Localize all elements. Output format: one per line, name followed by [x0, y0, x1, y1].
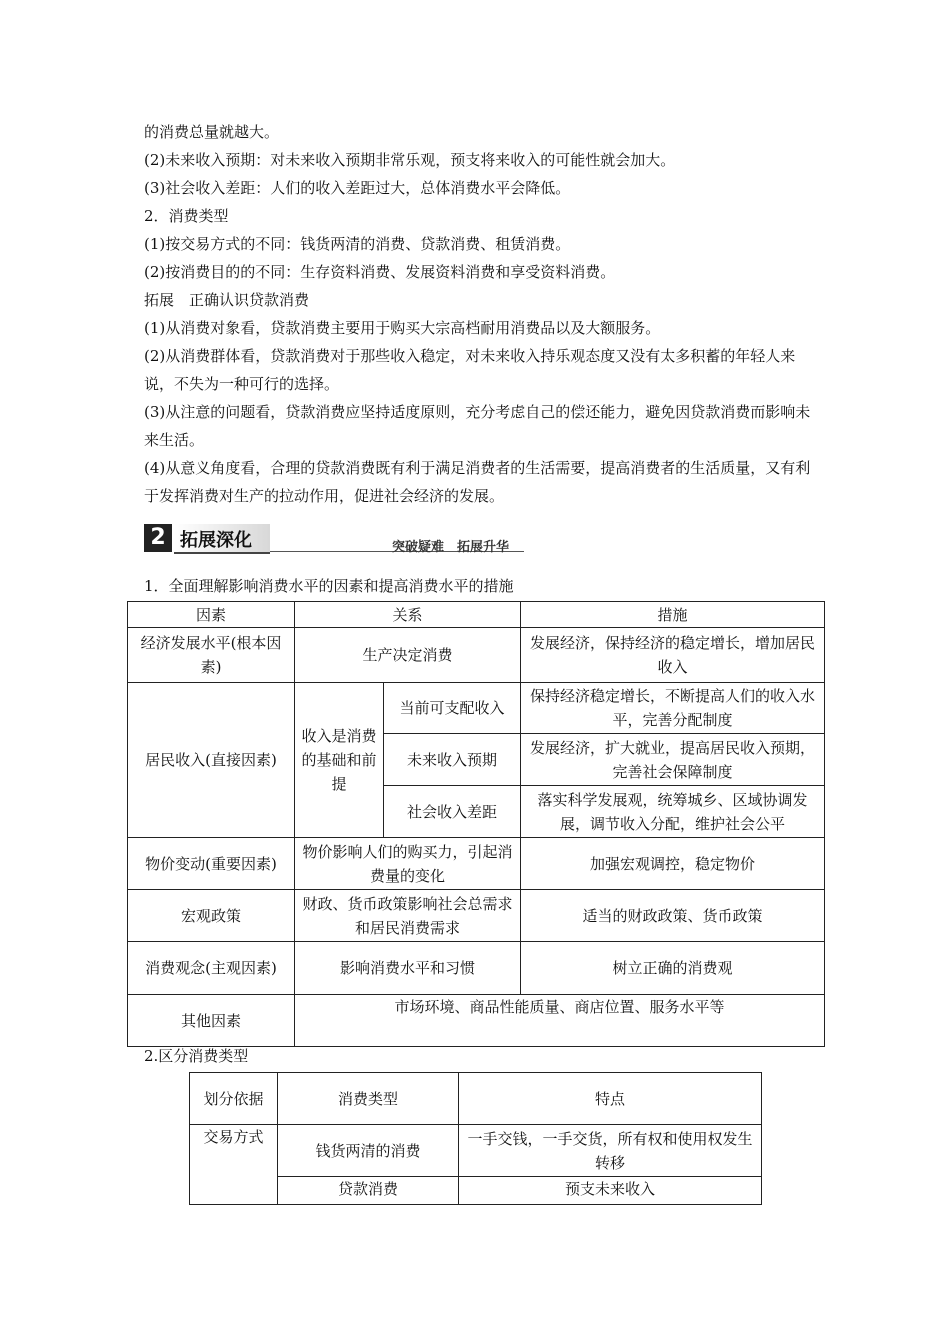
table-cell: 钱货两清的消费 — [278, 1125, 459, 1177]
section-subtitle: 突破疑难 拓展升华 — [392, 540, 510, 555]
table-cell: 宏观政策 — [128, 890, 295, 942]
table-header: 因素 — [128, 602, 295, 628]
table-cell: 发展经济，扩大就业，提高居民收入预期，完善社会保障制度 — [521, 734, 825, 786]
table-row — [190, 1125, 762, 1177]
table-cell: 加强宏观调控，稳定物价 — [521, 838, 825, 890]
table-cell: 预支未来收入 — [459, 1177, 762, 1205]
table-cell: 社会收入差距 — [384, 786, 521, 838]
section-number: 2 — [144, 524, 172, 552]
table-cell: 财政、货币政策影响社会总需求和居民消费需求 — [295, 890, 521, 942]
table-cell: 适当的财政政策、货币政策 — [521, 890, 825, 942]
section-title: 拓展深化 — [180, 530, 252, 551]
table-header: 措施 — [521, 602, 825, 628]
table-cell: 树立正确的消费观 — [521, 942, 825, 995]
table-row — [128, 995, 825, 1047]
table-cell: 发展经济，保持经济的稳定增长，增加居民收入 — [521, 628, 825, 683]
table-cell: 影响消费水平和习惯 — [295, 942, 521, 995]
paragraph-loan-caution: (3)从注意的问题看，贷款消费应坚持适度原则，充分考虑自己的偿还能力，避免因贷款消费而影响未来生活。 — [144, 403, 811, 449]
section-header — [144, 524, 524, 554]
table-cell: 其他因素 — [128, 995, 295, 1047]
paragraph-transaction-types: (1)按交易方式的不同：钱货两清的消费、贷款消费、租赁消费。 — [144, 235, 571, 253]
table-cell: 一手交钱，一手交货，所有权和使用权发生转移 — [459, 1125, 762, 1177]
table-cell: 市场环境、商品性能质量、商店位置、服务水平等 — [295, 995, 825, 1047]
table-cell: 落实科学发展观，统筹城乡、区域协调发展，调节收入分配，维护社会公平 — [521, 786, 825, 838]
table-cell: 当前可支配收入 — [384, 683, 521, 734]
table-header-row — [128, 602, 825, 628]
consumption-types-table — [189, 1072, 762, 1205]
table1-caption: 1．全面理解影响消费水平的因素和提高消费水平的措施 — [144, 577, 514, 595]
table-row — [128, 838, 825, 890]
table-cell: 消费观念(主观因素) — [128, 942, 295, 995]
paragraph-loan-group: (2)从消费群体看，贷款消费对于那些收入稳定，对未来收入持乐观态度又没有太多积蓄的年轻人来说，不失为一种可行的选择。 — [144, 347, 796, 393]
table-header-row — [190, 1073, 762, 1125]
table-header: 关系 — [295, 602, 521, 628]
paragraph-consumption-total: 的消费总量就越大。 — [144, 123, 280, 141]
table-header: 划分依据 — [190, 1073, 278, 1125]
table-cell: 未来收入预期 — [384, 734, 521, 786]
table-row — [128, 683, 825, 734]
table-row — [128, 628, 825, 683]
heading-consumption-types: 2．消费类型 — [144, 207, 229, 225]
table-cell: 生产决定消费 — [295, 628, 521, 683]
table-row — [128, 942, 825, 995]
table-header: 消费类型 — [278, 1073, 459, 1125]
table2-caption: 2.区分消费类型 — [144, 1047, 249, 1065]
heading-loan-consumption: 拓展 正确认识贷款消费 — [144, 291, 310, 309]
paragraph-future-income: (2)未来收入预期：对未来收入预期非常乐观，预支将来收入的可能性就会加大。 — [144, 151, 676, 169]
table-header: 特点 — [459, 1073, 762, 1125]
table-cell: 物价影响人们的购买力，引起消费量的变化 — [295, 838, 521, 890]
table-row — [128, 890, 825, 942]
paragraph-purpose-types: (2)按消费目的的不同：生存资料消费、发展资料消费和享受资料消费。 — [144, 263, 616, 281]
paragraph-income-gap: (3)社会收入差距：人们的收入差距过大，总体消费水平会降低。 — [144, 179, 571, 197]
table-cell: 贷款消费 — [278, 1177, 459, 1205]
table-cell: 收入是消费的基础和前提 — [295, 683, 384, 838]
table-cell: 保持经济稳定增长，不断提高人们的收入水平，完善分配制度 — [521, 683, 825, 734]
factors-table — [127, 601, 825, 1047]
paragraph-loan-meaning: (4)从意义角度看，合理的贷款消费既有利于满足消费者的生活需要，提高消费者的生活质量，又有利于发挥消费对生产的拉动作用，促进社会经济的发展。 — [144, 459, 811, 505]
table-cell: 居民收入(直接因素) — [128, 683, 295, 838]
table-cell: 交易方式 — [190, 1125, 278, 1205]
table-cell: 经济发展水平(根本因素) — [128, 628, 295, 683]
section-title-box — [174, 524, 270, 554]
table-cell: 物价变动(重要因素) — [128, 838, 295, 890]
paragraph-loan-object: (1)从消费对象看，贷款消费主要用于购买大宗高档耐用消费品以及大额服务。 — [144, 319, 661, 337]
